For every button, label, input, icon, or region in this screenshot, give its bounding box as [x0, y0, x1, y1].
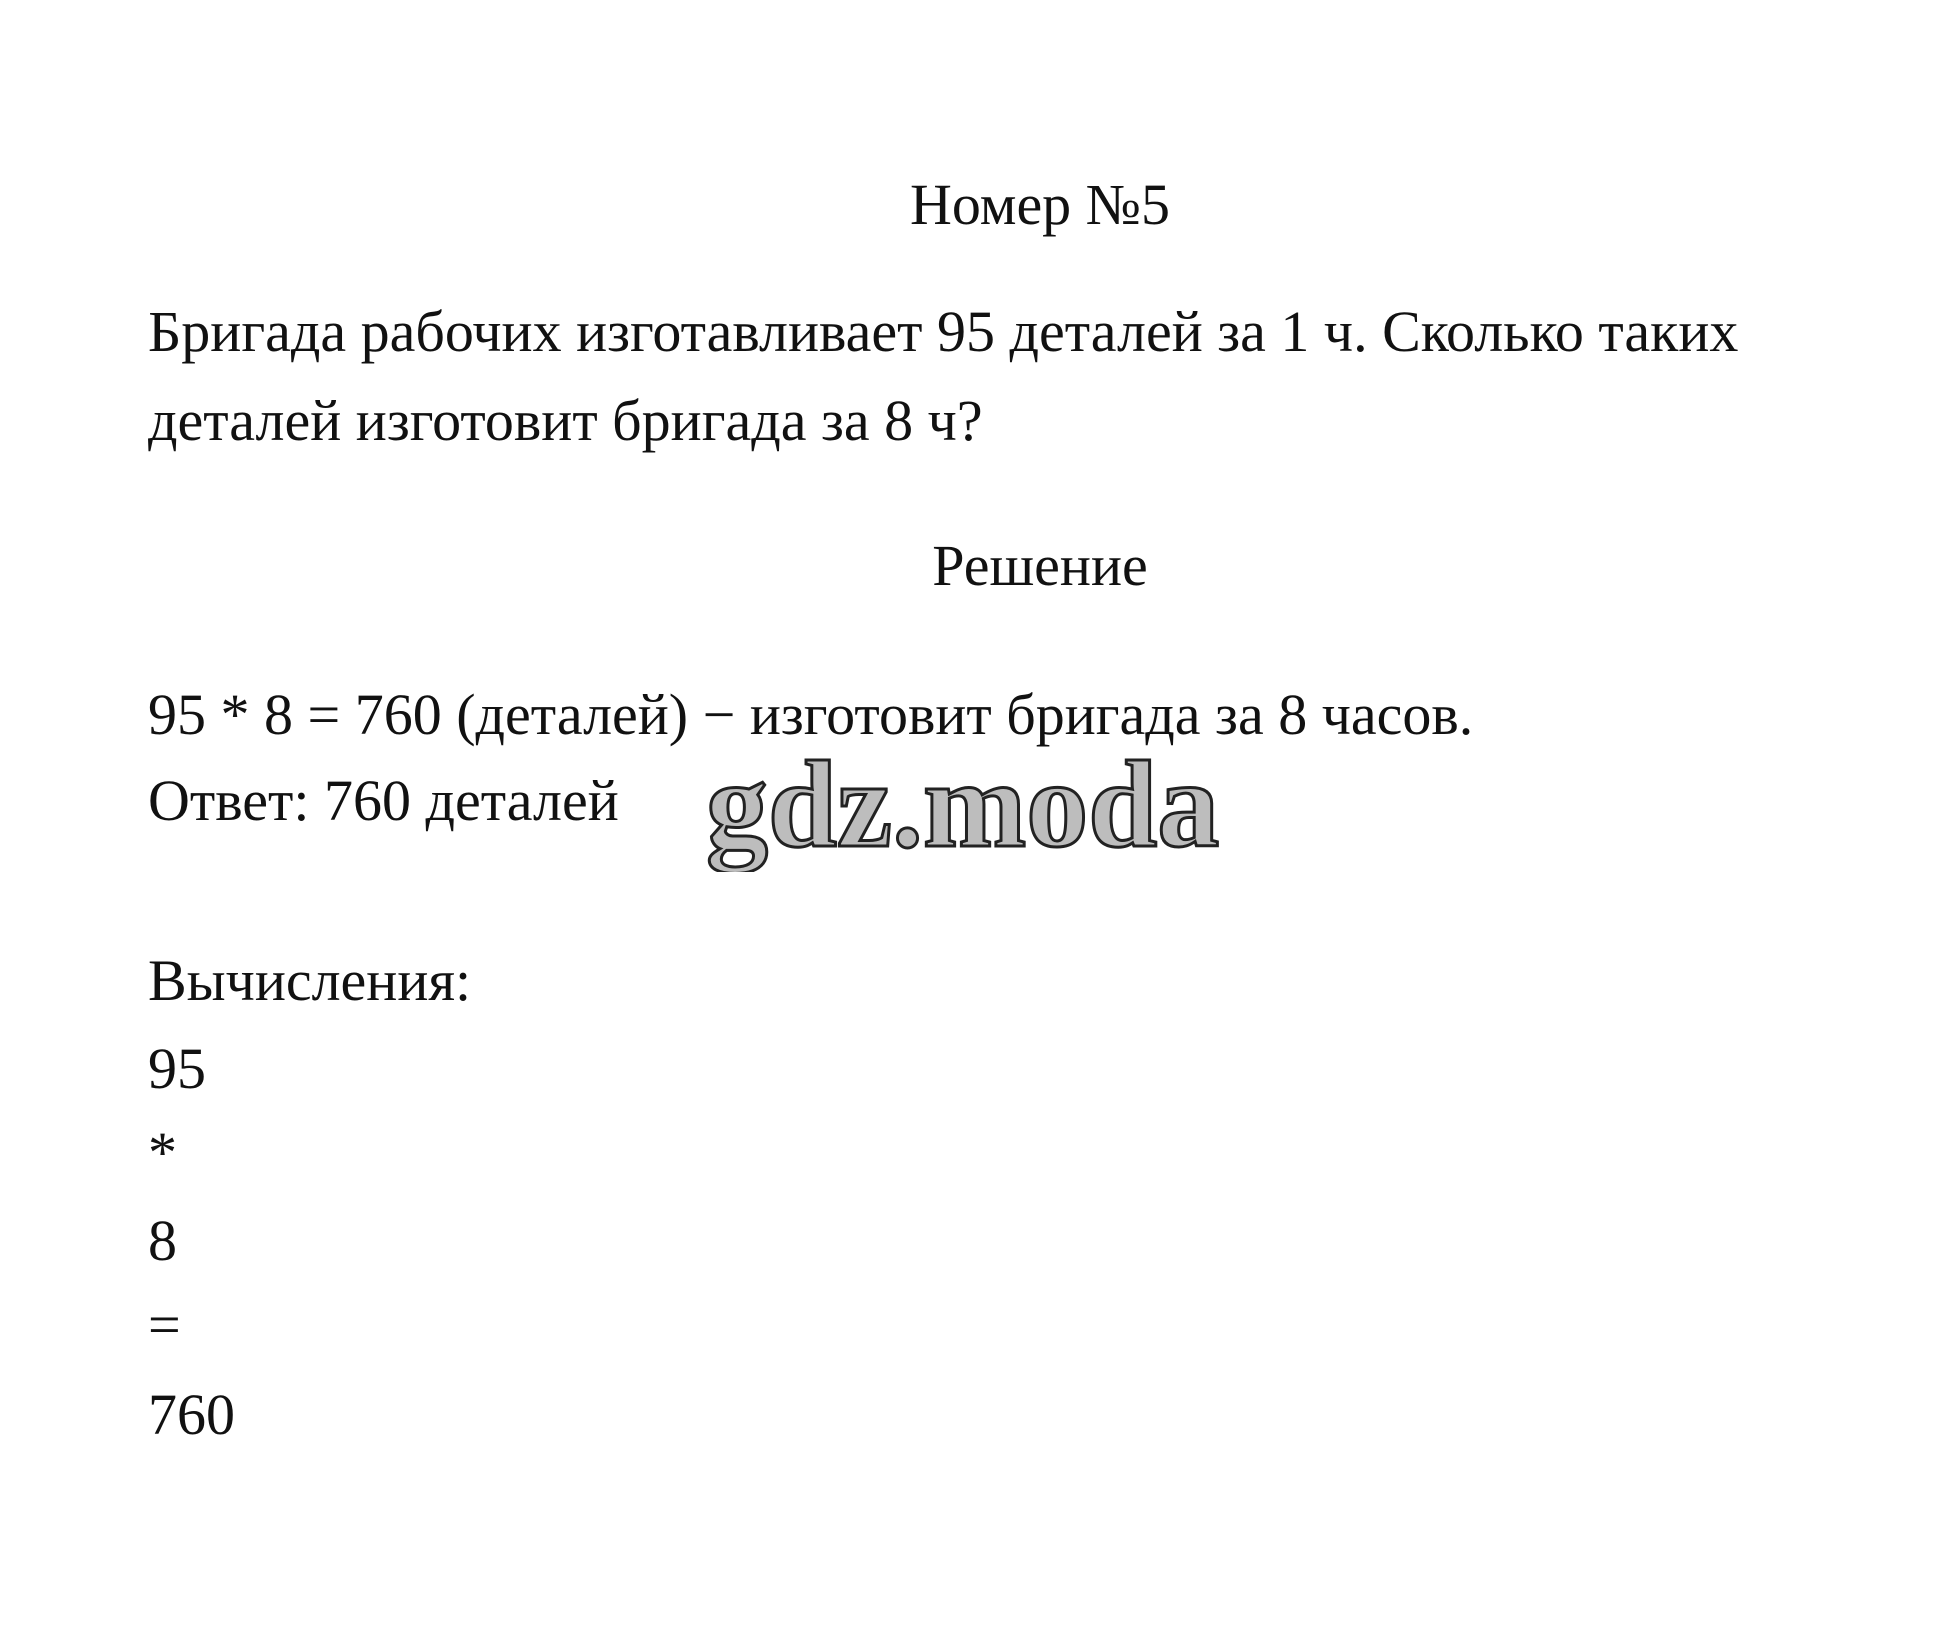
calc-step-result: 760 — [148, 1382, 235, 1447]
solution-line: 95 * 8 = 760 (деталей) − изготовит бригада за 8 часов. — [148, 682, 1474, 747]
calc-step-operand-1: 95 — [148, 1036, 206, 1101]
calc-step-equals: = — [148, 1292, 181, 1357]
calc-step-operator: * — [148, 1120, 177, 1185]
calc-step-operand-2: 8 — [148, 1208, 177, 1273]
watermark-logo — [700, 742, 1260, 872]
answer-line: Ответ: 760 деталей — [148, 768, 619, 833]
page-title: Номер №5 — [909, 172, 1171, 237]
watermark-logo-graphic — [700, 742, 1260, 872]
problem-text-line-2: деталей изготовит бригада за 8 ч? — [148, 388, 983, 453]
watermark-text: gdz.moda — [706, 742, 1220, 872]
problem-text-line-1: Бригада рабочих изготавливает 95 деталей за 1 ч. Сколько таких — [148, 299, 1739, 364]
solution-heading: Решение — [932, 533, 1148, 598]
calculations-heading: Вычисления: — [148, 948, 472, 1013]
